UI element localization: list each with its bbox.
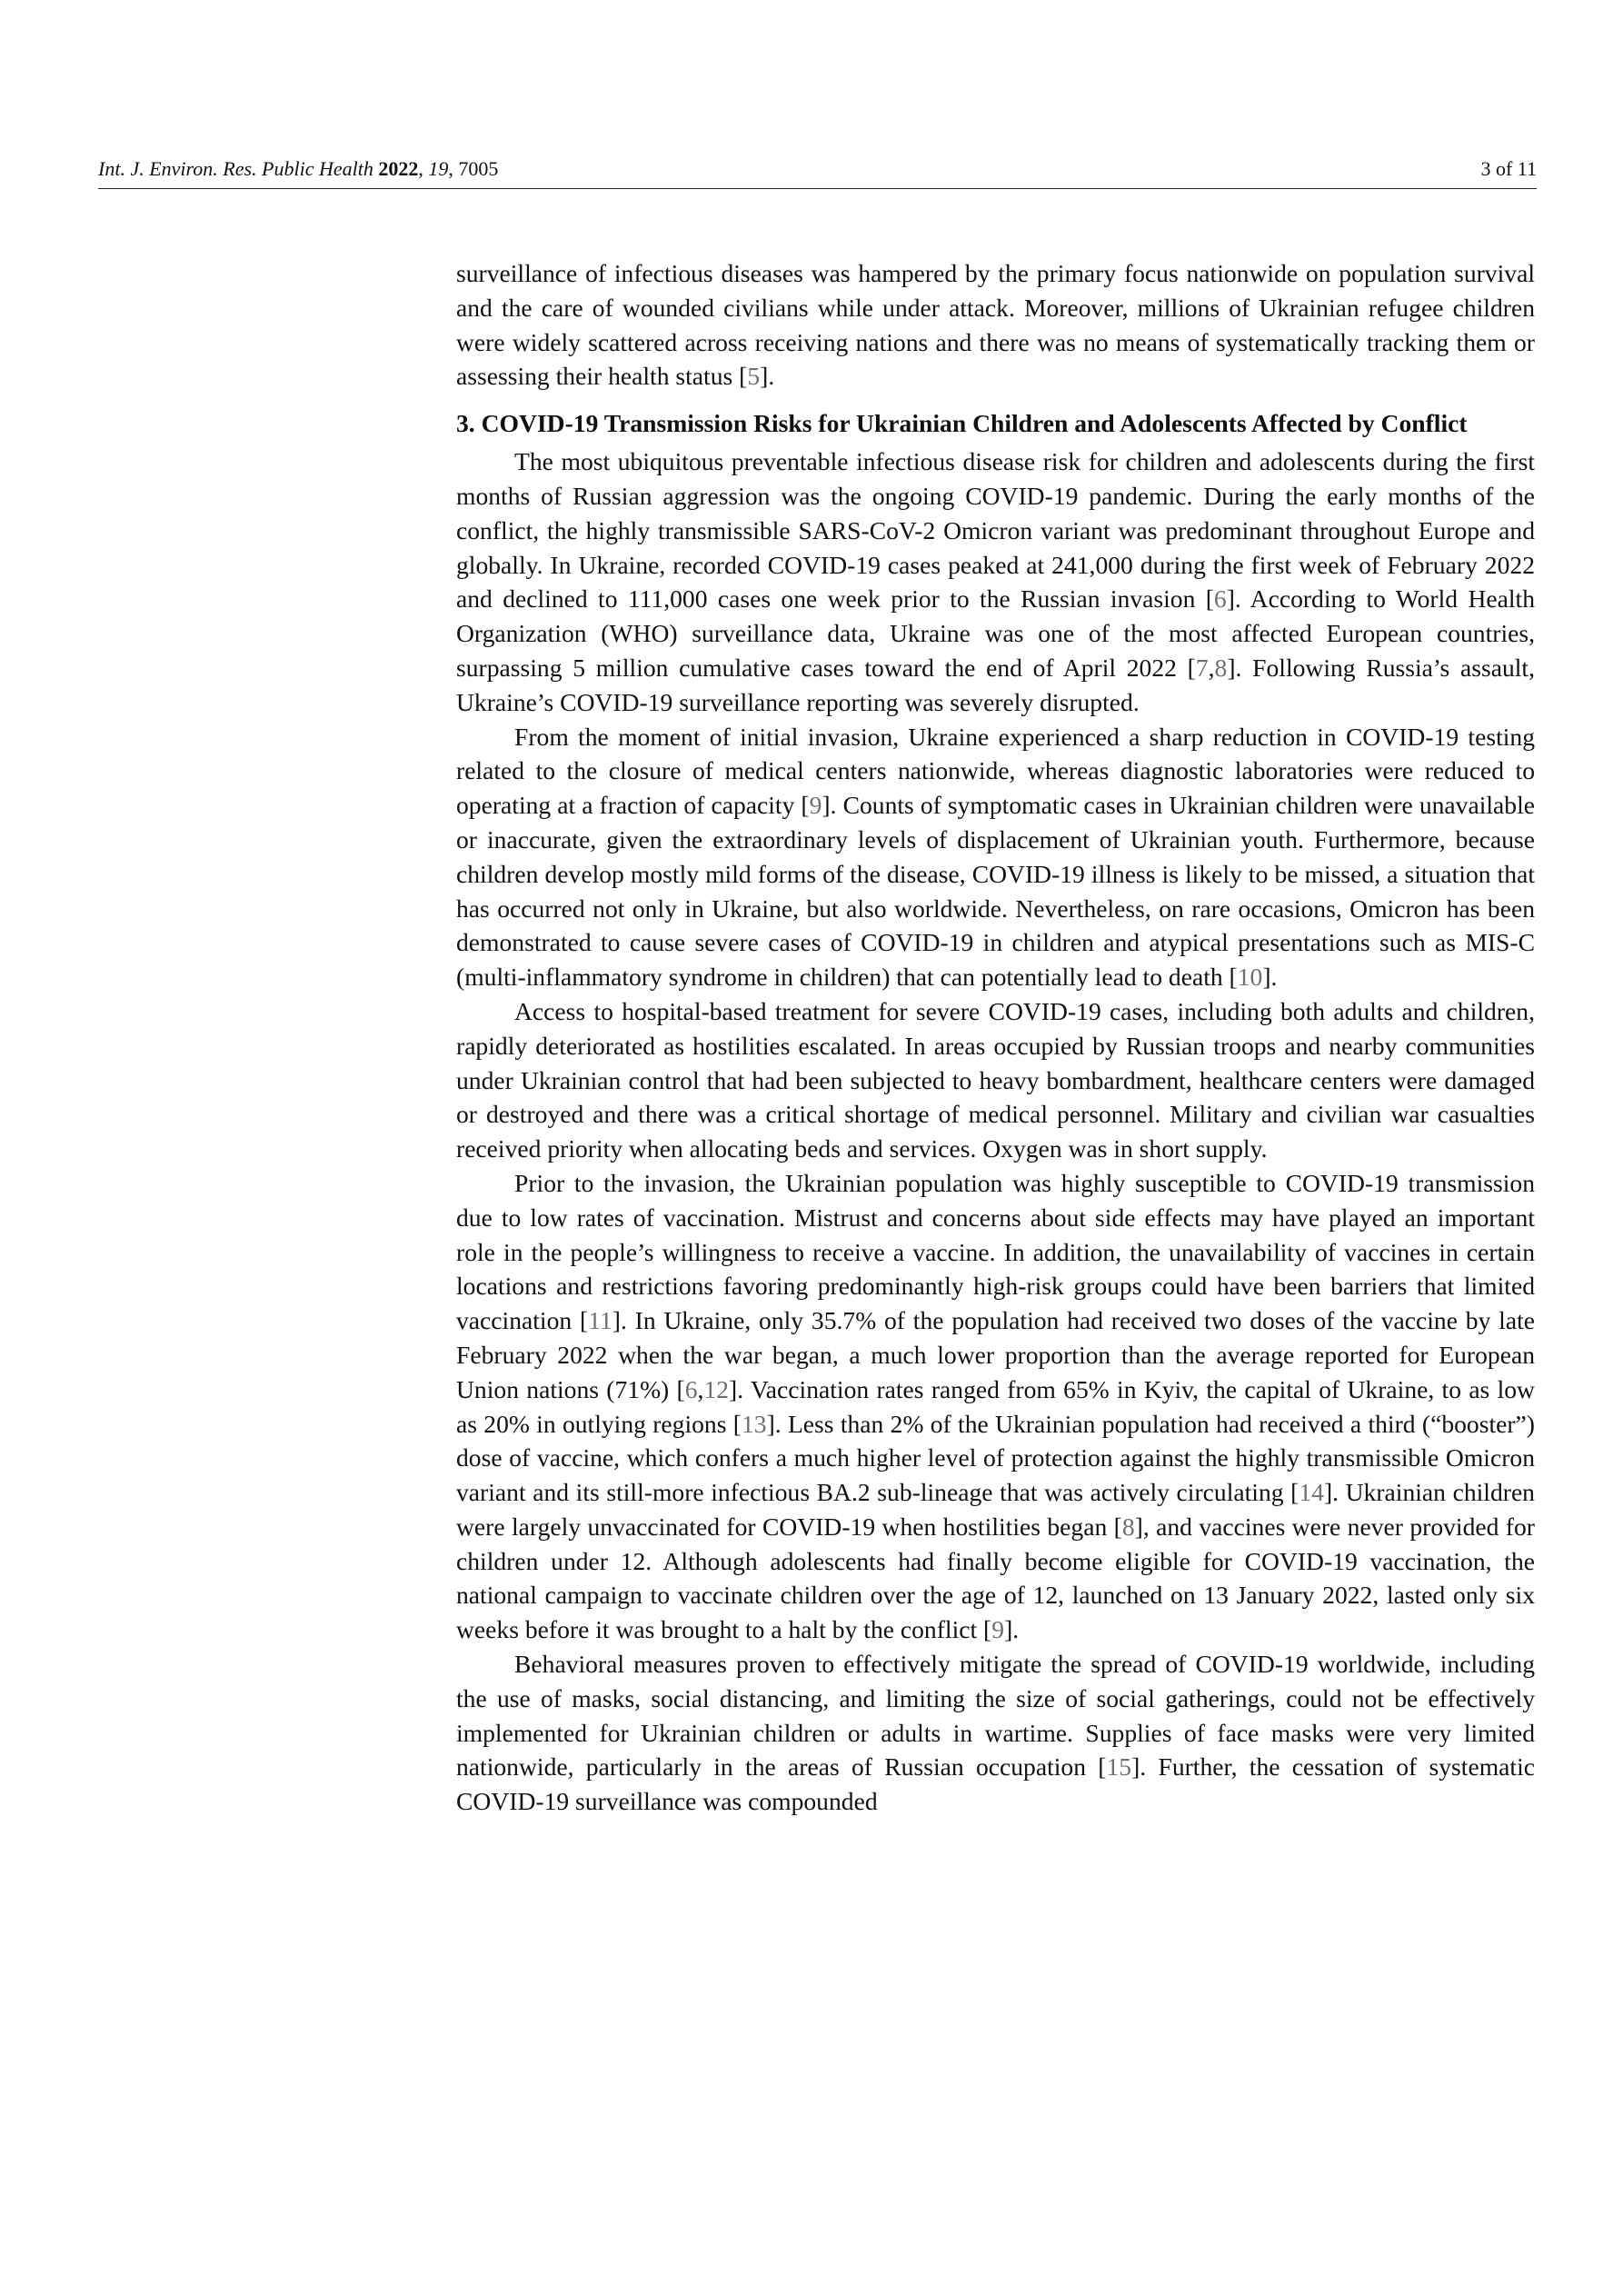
reference-link[interactable]: 7 <box>1195 653 1209 682</box>
section-paragraph: From the moment of initial invasion, Ukraine experienced a sharp reduction in COVID-19 testing related to the closure of medical centers nationwide, whereas diagnostic laboratories were reduced to operating at a fraction of capacity [9]. Counts of symptomatic cases in Ukrainian children were unavailable or inaccurate, given the extraordinary levels of displacement of Ukrainian youth. Furthermore, because children develop mostly mild forms of the disease, COVID-19 illness is likely to be missed, a situation that has occurred not only in Ukraine, but also worldwide. Nevertheless, on rare occasions, Omicron has been demonstrated to cause severe cases of COVID-19 in children and atypical presentations such as MIS-C (multi-inflammatory syndrome in children) that can potentially lead to death [10]. <box>456 722 1535 992</box>
journal-name: Int. J. Environ. Res. Public Health <box>98 157 373 180</box>
reference-link[interactable]: 9 <box>809 791 822 820</box>
section-paragraph: Prior to the invasion, the Ukrainian population was highly susceptible to COVID-19 transmission due to low rates of vaccination. Mistrust and concerns about side effects may have played an important role in the people’s willingness to receive a vaccine. In addition, the unavailability of vaccines in certain locations and restrictions favoring predominantly high-risk groups could have been barriers that limited vaccination [11]. In Ukraine, only 35.7% of the population had received two doses of the vaccine by late February 2022 when the war began, a much lower proportion than the average reported for European Union nations (71%) [6,12]. Vaccination rates ranged from 65% in Kyiv, the capital of Ukraine, to as low as 20% in outlying regions [13]. Less than 2% of the Ukrainian population had received a third (“booster”) dose of vaccine, which confers a much higher level of protection against the highly transmissible Omicron variant and its still-more infectious BA.2 sub-lineage that was actively circulating [14]. Ukrainian children were largely unvaccinated for COVID-19 when hostilities began [8], and vaccines were never provided for children under 12. Although adolescents had finally become eligible for COVID-19 vaccination, the national campaign to vaccinate children over the age of 12, launched on 13 January 2022, lasted only six weeks before it was brought to a halt by the conflict [9]. <box>456 1168 1535 1644</box>
reference-link[interactable]: 5 <box>747 362 761 391</box>
reference-link[interactable]: 14 <box>1299 1478 1324 1507</box>
header-rule <box>98 188 1537 189</box>
reference-link[interactable]: 10 <box>1237 963 1263 992</box>
section-heading: 3. COVID-19 Transmission Risks for Ukrainian Children and Adolescents Affected by Conflict <box>456 409 1468 438</box>
reference-link[interactable]: 8 <box>1214 653 1228 682</box>
page-number: 3 of 11 <box>1480 157 1537 180</box>
reference-link[interactable]: 8 <box>1121 1512 1135 1541</box>
section-paragraph: The most ubiquitous preventable infectious disease risk for children and adolescents during the first months of Russian aggression was the ongoing COVID-19 pandemic. During the early months of the conflict, the highly transmissible SARS-CoV-2 Omicron variant was predominant throughout Europe and globally. In Ukraine, recorded COVID-19 cases peaked at 241,000 during the first week of February 2022 and declined to 111,000 cases one week prior to the Russian invasion [6]. According to World Health Organization (WHO) surveillance data, Ukraine was one of the most affected European countries, surpassing 5 million cumulative cases toward the end of April 2022 [7,8]. Following Russia’s assault, Ukraine’s COVID-19 surveillance reporting was severely disrupted. <box>456 447 1535 716</box>
section-paragraph: Access to hospital-based treatment for severe COVID-19 cases, including both adults and children, rapidly deteriorated as hostilities escalated. In areas occupied by Russian troops and nearby communities under Ukrainian control that had been subjected to heavy bombardment, healthcare centers were damaged or destroyed and there was a critical shortage of medical personnel. Military and civilian war casualties received priority when allocating beds and services. Oxygen was in short supply. <box>456 996 1535 1163</box>
reference-link[interactable]: 12 <box>703 1374 730 1403</box>
reference-link[interactable]: 13 <box>741 1409 767 1438</box>
section-paragraph: Behavioral measures proven to effectively mitigate the spread of COVID-19 worldwide, including the use of masks, social distancing, and limiting the size of social gatherings, could not be effectively implemented for Ukrainian children or adults in wartime. Supplies of face masks were very limited nationwide, particularly in the areas of Russian occupation [15]. Further, the cessation of systematic COVID-19 surveillance was compounded <box>456 1650 1535 1816</box>
reference-link[interactable]: 15 <box>1106 1752 1132 1782</box>
intro-paragraph: surveillance of infectious diseases was hampered by the primary focus nationwide on population survival and the care of wounded civilians while under attack. Moreover, millions of Ukrainian refugee children were widely scattered across receiving nations and there was no means of systematically tracking them or assessing their health status [5]. <box>456 259 1535 391</box>
reference-link[interactable]: 6 <box>684 1374 698 1403</box>
reference-link[interactable]: 6 <box>1213 584 1227 614</box>
journal-volume: 19 <box>428 157 449 180</box>
page-header <box>98 153 1537 185</box>
article-body <box>456 256 1535 1819</box>
journal-citation: Int. J. Environ. Res. Public Health 2022, 19, 7005 <box>98 157 499 180</box>
journal-year: 2022 <box>378 157 419 180</box>
article-number: 7005 <box>458 157 499 180</box>
reference-link[interactable]: 9 <box>991 1615 1005 1644</box>
reference-link[interactable]: 11 <box>588 1306 612 1335</box>
